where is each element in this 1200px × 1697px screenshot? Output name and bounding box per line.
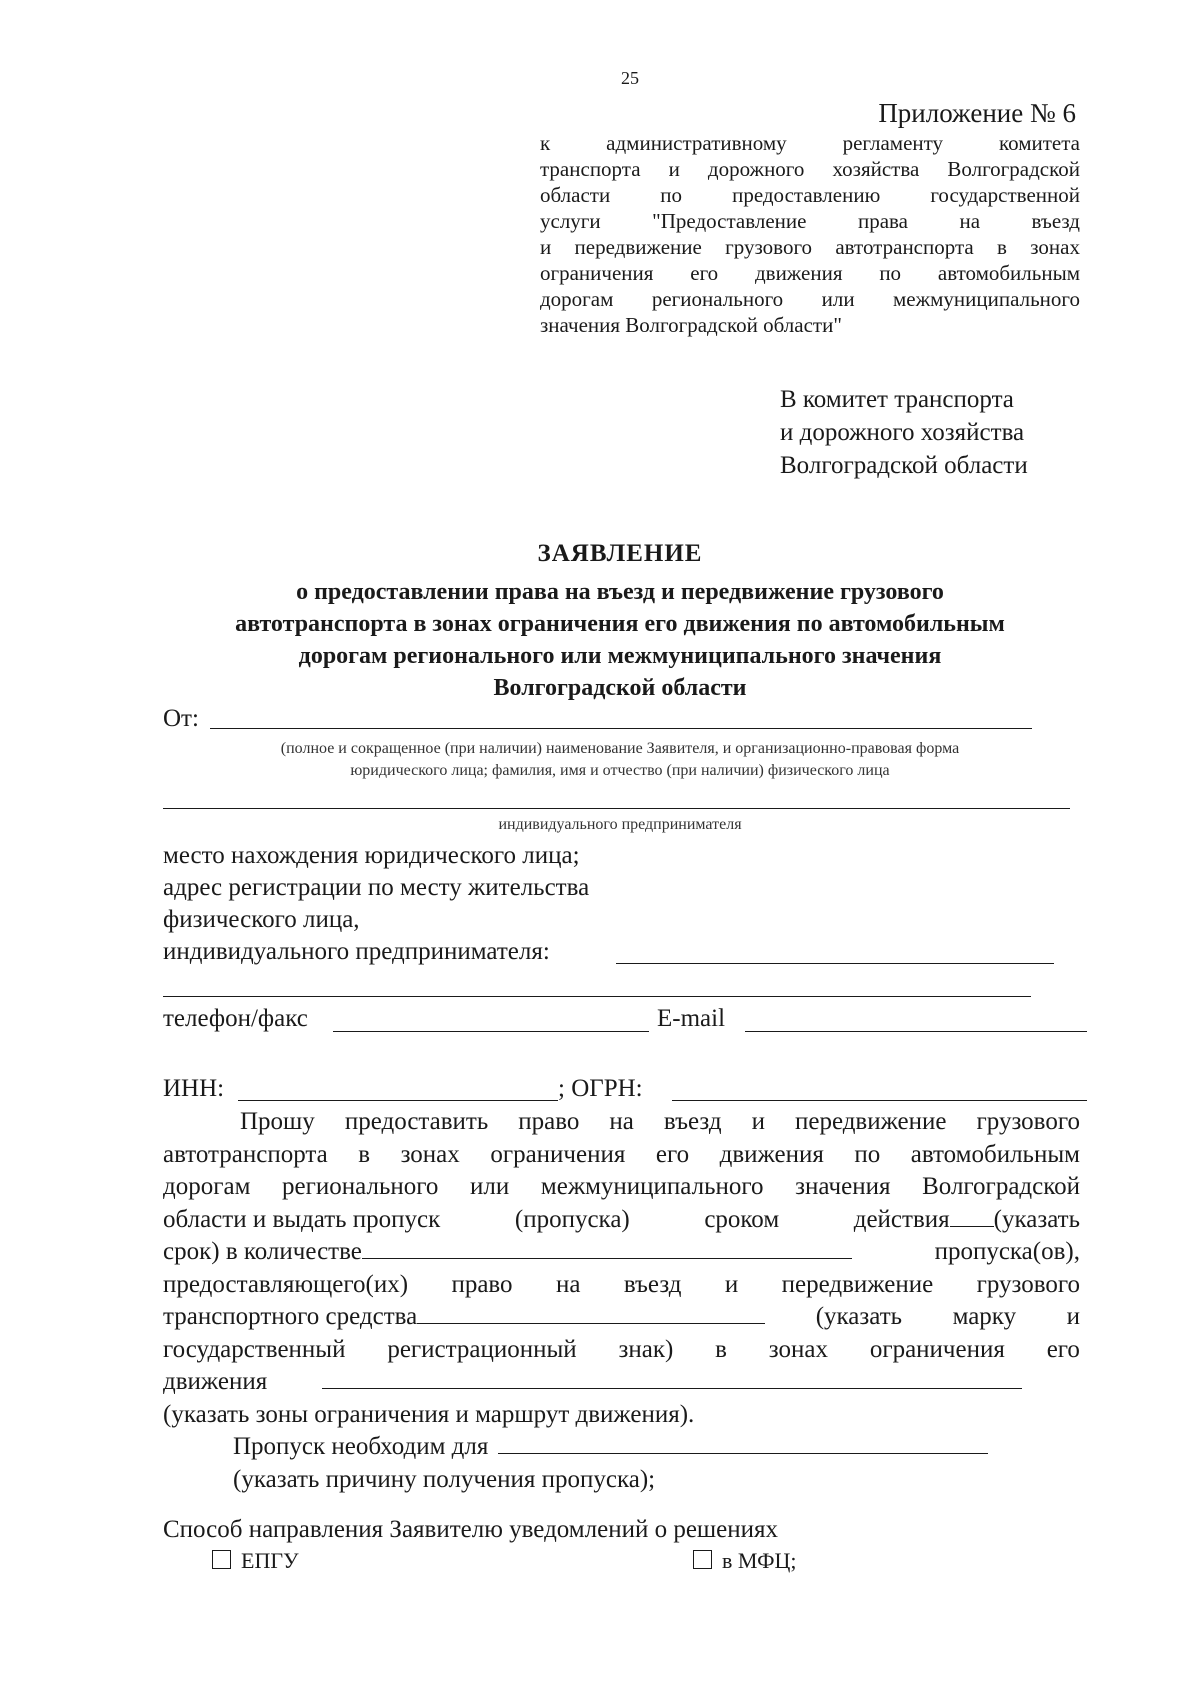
from-field[interactable] (210, 728, 1032, 729)
phone-field[interactable] (333, 1031, 649, 1032)
subtitle-line: дорогам регионального или межмуниципального значения (298, 643, 942, 669)
request-line: Пропуск необходим для (163, 1431, 1080, 1464)
option-epgu[interactable]: ЕПГУ (212, 1548, 299, 1574)
annex-line: ограничения его движения по автомобильным (540, 261, 1080, 285)
document-subtitle (150, 576, 1090, 704)
addressee-line: Волгоградской области (780, 452, 1028, 479)
annex-title: Приложение № 6 (878, 98, 1076, 128)
restriction-zones-field[interactable] (322, 1366, 1022, 1389)
page-number: 25 (621, 68, 639, 88)
email-field[interactable] (745, 1031, 1087, 1032)
request-line: движения (163, 1366, 1080, 1399)
subtitle-line: автотранспорта в зонах ограничения его движения по автомобильным (235, 611, 1005, 637)
annex-line: дорогам регионального или межмуниципального (540, 287, 1080, 311)
from-hint: юридического лица; фамилия, имя и отчество (при наличии) физического лица (350, 762, 890, 779)
annex-line: услуги "Предоставление права на въезд (540, 209, 1080, 233)
request-line: (указать зоны ограничения и маршрут движения). (163, 1400, 695, 1428)
from-hint: индивидуального предпринимателя (498, 816, 742, 833)
address-label: место нахождения юридического лица; (163, 842, 580, 869)
from-field-continued[interactable] (163, 808, 1070, 809)
request-line: (указать причину получения пропуска); (233, 1465, 656, 1493)
request-line: автотранспорта в зонах ограничения его движения по автомобильным (163, 1140, 1080, 1168)
annex-reference (540, 130, 1080, 338)
pass-quantity-field[interactable] (362, 1236, 852, 1259)
address-field-continued[interactable] (163, 996, 1031, 997)
request-line: срок) в количестве пропуска(ов), (163, 1238, 1080, 1265)
email-label: E-mail (657, 1005, 726, 1032)
request-line: области и выдать пропуск (пропуска) сроком действия (указать (163, 1205, 1080, 1233)
from-hint: (полное и сокращенное (при наличии) наименование Заявителя, и организационно-правовая форма (280, 740, 960, 757)
annex-line: значения Волгоградской области" (540, 313, 842, 337)
phone-label: телефон/факс (163, 1005, 308, 1032)
request-line: государственный регистрационный знак) в зонах ограничения его (163, 1335, 1080, 1363)
inn-label: ИНН: (163, 1075, 225, 1102)
checkbox-icon[interactable] (693, 1550, 712, 1569)
subtitle-line: о предоставлении права на въезд и передвижение грузового (296, 579, 944, 605)
document-title: ЗАЯВЛЕНИЕ (537, 540, 703, 567)
checkbox-icon[interactable] (212, 1550, 231, 1569)
notify-label: Способ направления Заявителю уведомлений о решениях (163, 1516, 779, 1543)
addressee-line: и дорожного хозяйства (780, 419, 1025, 446)
subtitle-line: Волгоградской области (493, 675, 747, 701)
inn-field[interactable] (238, 1100, 558, 1101)
validity-period-field[interactable] (950, 1204, 994, 1227)
request-line: Прошу предоставить право на въезд и передвижение грузового (240, 1108, 1080, 1135)
annex-line: области по предоставлению государственной (540, 183, 1080, 207)
annex-line: транспорта и дорожного хозяйства Волгоградской (540, 157, 1080, 181)
from-label: От: (163, 705, 199, 732)
annex-line: к административному регламенту комитета (540, 131, 1080, 155)
vehicle-field[interactable] (417, 1301, 765, 1324)
address-field[interactable] (616, 963, 1054, 964)
request-paragraph (163, 1106, 1080, 1496)
annex-line: и передвижение грузового автотранспорта в зонах (540, 235, 1080, 259)
request-line: дорогам регионального или межмуниципального значения Волгоградской (163, 1173, 1080, 1200)
address-label: адрес регистрации по месту жительства (163, 874, 590, 901)
addressee-line: В комитет транспорта (780, 386, 1014, 413)
option-mfc[interactable]: в МФЦ; (693, 1548, 797, 1574)
addressee (780, 383, 1028, 482)
request-line: предоставляющего(их) право на въезд и передвижение грузового (163, 1270, 1080, 1298)
ogrn-label: ; ОГРН: (558, 1075, 643, 1102)
reason-field[interactable] (498, 1431, 988, 1454)
request-line: транспортного средства (указать марку и (163, 1303, 1080, 1330)
address-label: индивидуального предпринимателя: (163, 938, 550, 965)
address-label: физического лица, (163, 906, 360, 933)
ogrn-field[interactable] (672, 1100, 1087, 1101)
